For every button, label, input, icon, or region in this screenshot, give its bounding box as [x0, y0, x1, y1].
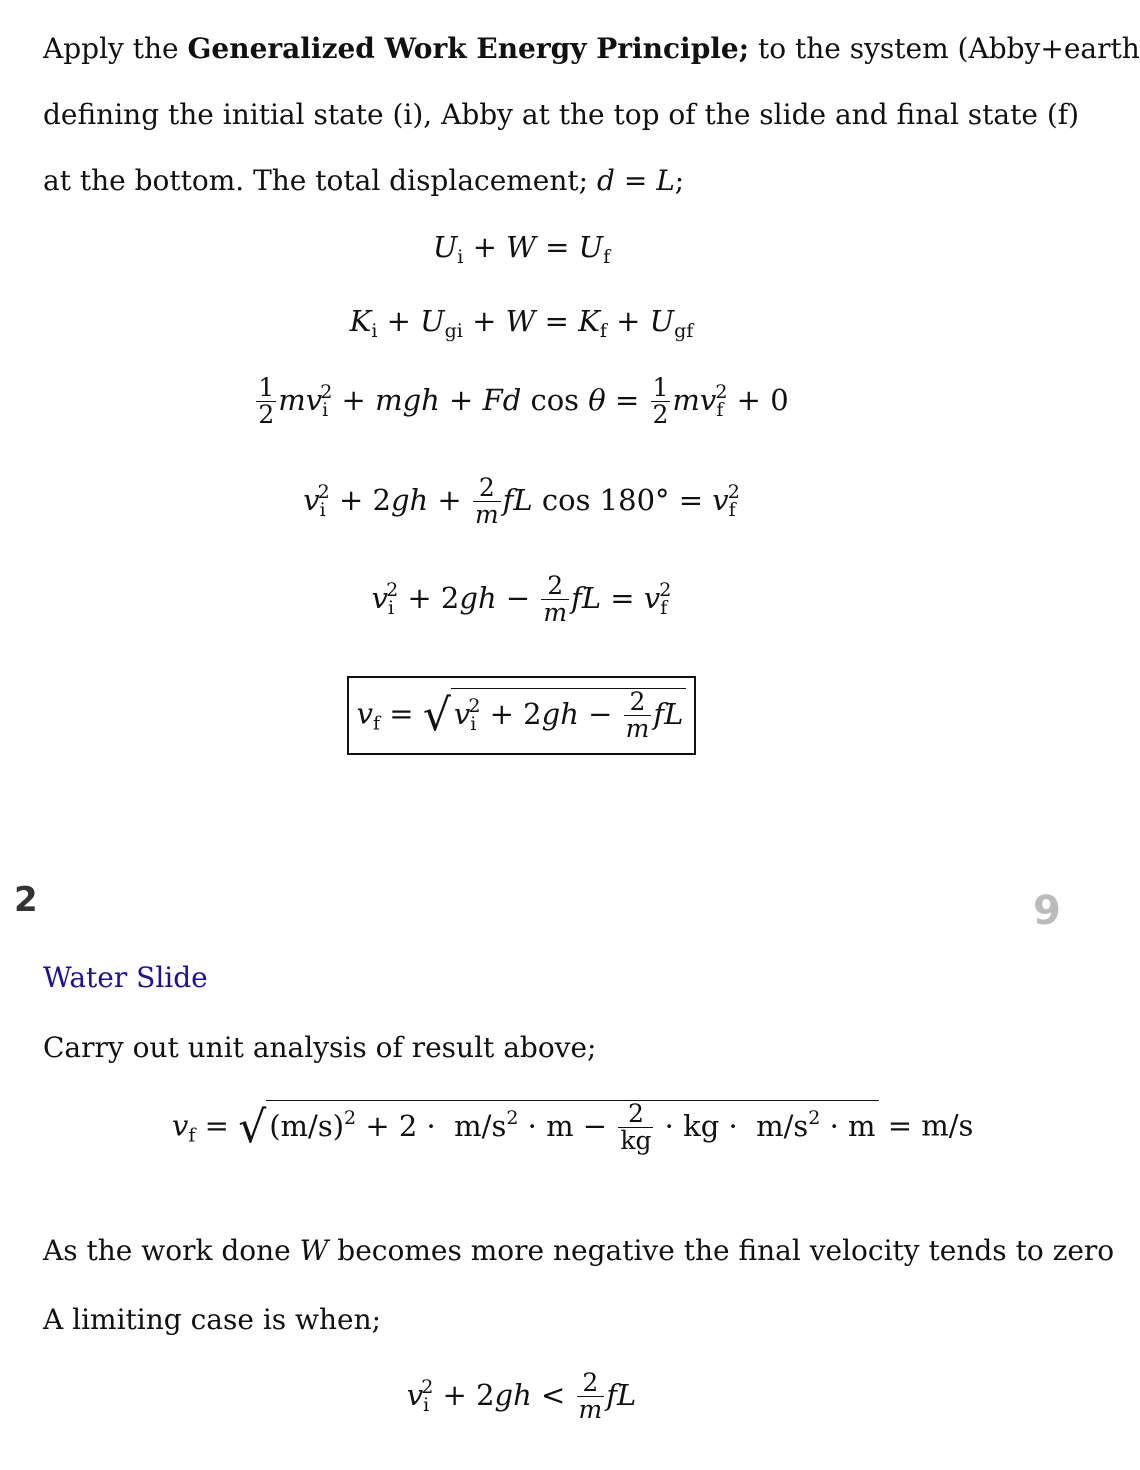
limiting-inequality: $v_i^2 + 2gh$ < $\frac{2}{m}$ fL: [406, 1368, 637, 1425]
unit-intro: Carry out unit analysis of result above;: [43, 1031, 597, 1064]
limiting-case-text: A limiting case is when;: [43, 1303, 382, 1336]
equation-3: $\frac{1}{2}$ $mv_i^2$ + mgh + Fd cos θ = $\frac{1}{2}$ $mv_f^2 + 0$: [258, 373, 789, 430]
clipped-glyph: 9: [1033, 888, 1061, 934]
intro-line-1: Apply the Generalized Work Energy Principle; to the system (Abby+earth: [43, 32, 1140, 65]
intro-line-2: defining the initial state (i), Abby at the top of the slide and final state (f): [43, 98, 1080, 131]
equation-4: $v_i^2 + 2gh$ + $\frac{2}{m}$ fL $\cos 180^\circ = v_f^2$: [303, 473, 740, 530]
work-statement: As the work done W becomes more negative the final velocity tends to zero: [43, 1234, 1115, 1267]
section-number: 2: [14, 880, 38, 920]
equation-1: $U_i + W = U_f$: [432, 230, 611, 268]
unit-equation: $v_f$ = √ $(m/s)^2 + 2 \cdot m/s^2 \cdot m$ − $\frac{2}{kg}$ · kg · $m/s^2 \cdot m = m/s$: [172, 1099, 974, 1156]
intro-line-3: at the bottom. The total displacement; d = L;: [43, 164, 685, 197]
equation-5: $v_i^2 + 2gh$ − $\frac{2}{m}$ fL = $v_f^2$: [371, 571, 672, 628]
equation-6-boxed: [0, 676, 1043, 755]
equation-2: $K_i + U_{gi} + W = K_f + U_{gf}$: [349, 304, 694, 342]
water-slide-link[interactable]: Water Slide: [43, 961, 208, 994]
result-box: $v_f$ = √ $v_i^2 + 2gh$ − $\frac{2}{m}$ fL: [347, 676, 697, 755]
